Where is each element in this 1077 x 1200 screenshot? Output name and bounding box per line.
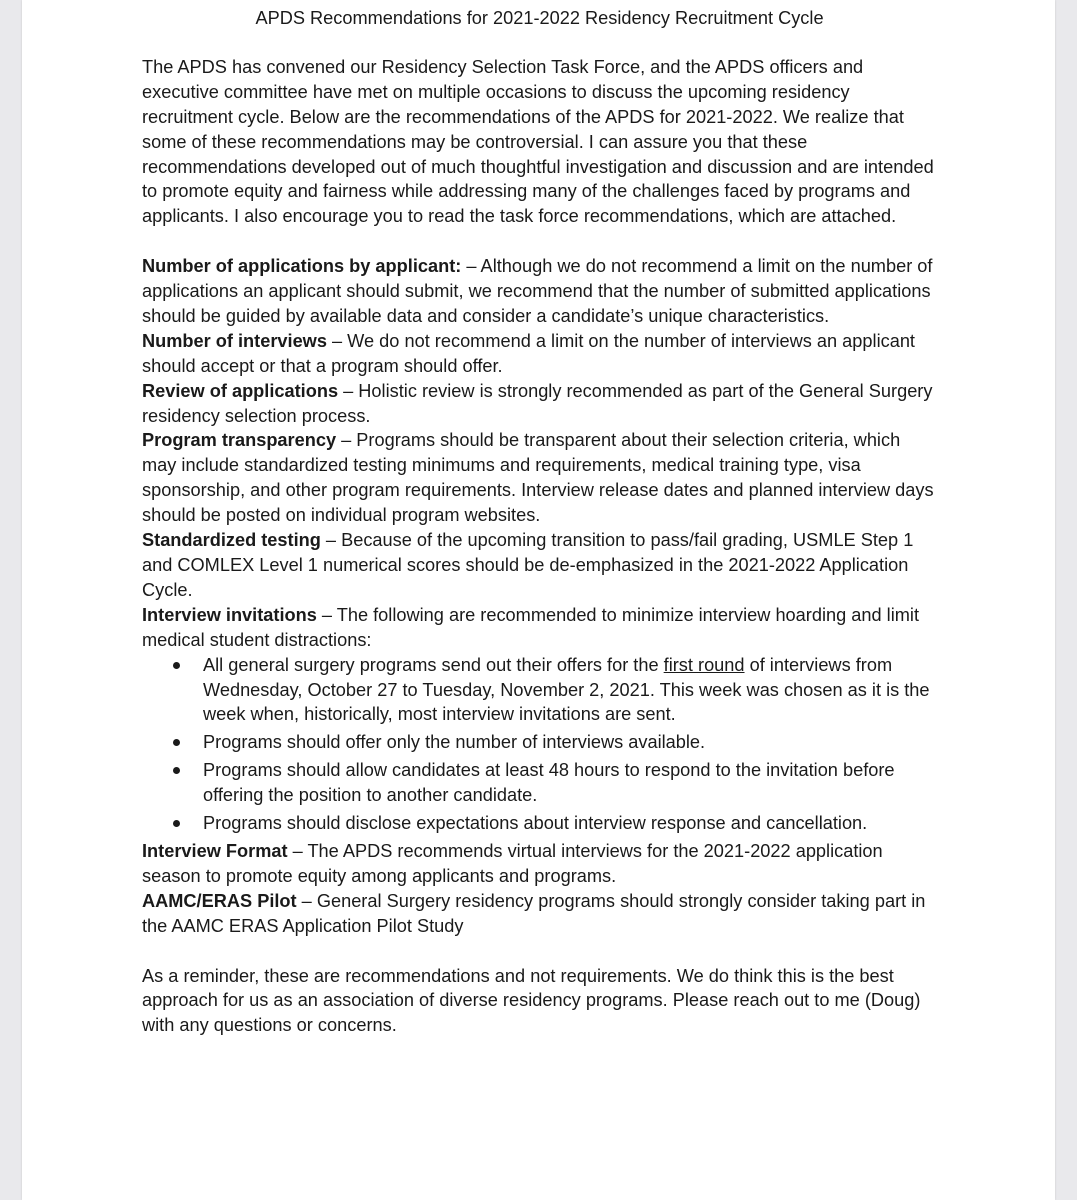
- intro-paragraph: The APDS has convened our Residency Selection Task Force, and the APDS officers and executive committee have met on multiple occasions to discuss the upcoming residency recruitment cycle. Below are the recommendations of the APDS for 2021-2022. We realize that some of these recommendations may be controversial. I can assure you that these recommendations developed out of much thoughtful investigation and discussion and are intended to promote equity and fairness while addressing many of the challenges faced by programs and applicants. I also encourage you to read the task force recommendations, which are attached.: [142, 56, 934, 227]
- underlined-text: first round: [663, 654, 745, 675]
- rec-heading: Interview invitations: [142, 604, 317, 625]
- invitation-bullet-list: [142, 653, 937, 836]
- bullet-text: of interviews from Wednesday, October 27 to Tuesday, November 2, 2021. This week was chosen as it is the week when, historically, most interview invitations are sent.: [203, 654, 930, 725]
- rec-heading: Program transparency: [142, 430, 337, 451]
- bullet-item-first-round: [203, 653, 937, 728]
- document-title: APDS Recommendations for 2021-2022 Residency Recruitment Cycle: [255, 8, 824, 28]
- rec-review: [142, 379, 937, 429]
- rec-text: – Programs should be transparent about their selection criteria, which may include standardized testing minimums and requirements, medical training type, visa sponsorship, and other program requirements. Interview release dates and planned interview days should be posted on individual program websites.: [142, 430, 934, 526]
- rec-interviews: [142, 329, 937, 379]
- rec-testing: [142, 528, 937, 603]
- bullet-text: All general surgery programs send out their offers for the: [203, 654, 664, 675]
- rec-text: – Because of the upcoming transition to pass/fail grading, USMLE Step 1 and COMLEX Level 1 numerical scores should be de-emphasized in the 2021-2022 Application Cycle.: [142, 530, 914, 600]
- bullet-item-offer-count: Programs should offer only the number of interviews available.: [203, 730, 937, 755]
- bullet-item-disclose: Programs should disclose expectations about interview response and cancellation.: [203, 811, 937, 836]
- rec-text: – General Surgery residency programs should strongly consider taking part in the AAMC ERAS Application Pilot Study: [142, 890, 926, 936]
- rec-heading: Number of applications by applicant:: [142, 256, 462, 277]
- rec-heading: Standardized testing: [142, 530, 321, 551]
- rec-text: – The following are recommended to minimize interview hoarding and limit medical student distractions:: [142, 604, 920, 650]
- document-page: [22, 0, 1055, 1200]
- document-body: [142, 6, 937, 1038]
- rec-text: – Holistic review is strongly recommended as part of the General Surgery residency selection process.: [142, 380, 933, 426]
- rec-pilot: [142, 889, 937, 939]
- rec-text: – We do not recommend a limit on the number of interviews an applicant should accept or that a program should offer.: [142, 330, 915, 376]
- bullet-item-response-time: Programs should allow candidates at least 48 hours to respond to the invitation before offering the position to another candidate.: [203, 758, 937, 808]
- rec-text: – Although we do not recommend a limit on the number of applications an applicant should submit, we recommend that the number of submitted applications should be guided by available data and consider a candidate’s unique characteristics.: [142, 256, 933, 326]
- rec-applications: [142, 254, 937, 329]
- rec-invitations: [142, 603, 937, 653]
- closing-paragraph: As a reminder, these are recommendations and not requirements. We do think this is the best approach for us as an association of diverse residency programs. Please reach out to me (Doug) with any questions or concerns.: [142, 965, 921, 1036]
- rec-heading: Number of interviews: [142, 330, 327, 351]
- rec-heading: AAMC/ERAS Pilot: [142, 890, 297, 911]
- rec-text: – The APDS recommends virtual interviews for the 2021-2022 application season to promote equity among applicants and programs.: [142, 840, 883, 886]
- rec-heading: Review of applications: [142, 380, 339, 401]
- rec-transparency: [142, 428, 937, 528]
- rec-format: [142, 839, 937, 889]
- rec-heading: Interview Format: [142, 840, 288, 861]
